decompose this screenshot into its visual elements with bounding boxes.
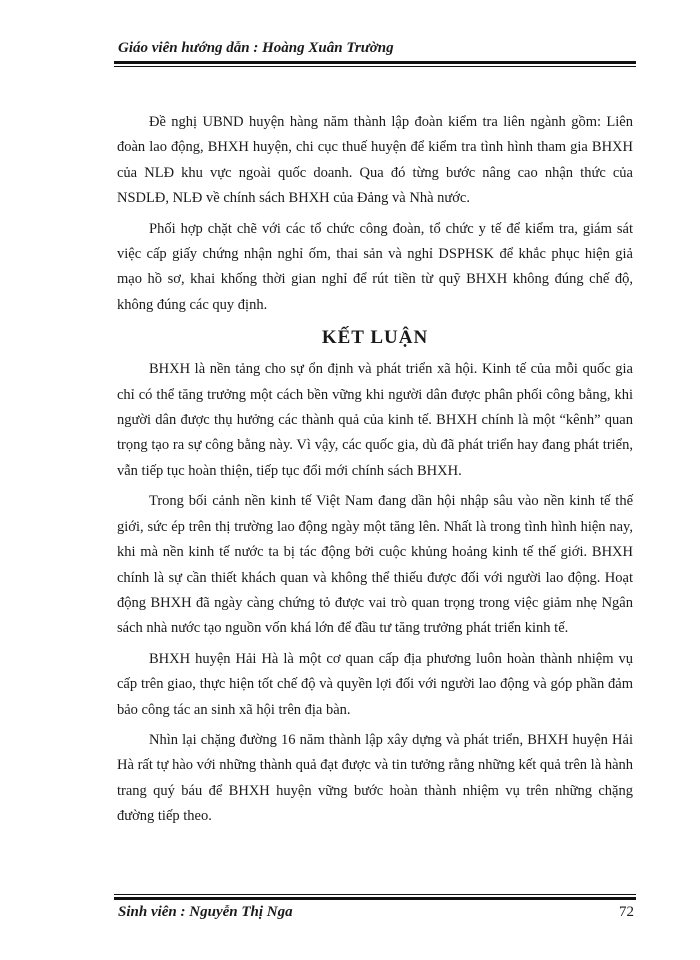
paragraph: Phối hợp chặt chẽ với các tổ chức công đoàn, tổ chức y tế để kiểm tra, giám sát việc cấp giấy chứng nhận nghỉ ốm, thai sản và nghỉ DSPHSK để khắc phục hiện giả mạo hồ sơ, khai khống thời gian nghỉ để rút tiền từ quỹ BHXH không đúng chế độ, không đúng các quy định.	[117, 220, 633, 313]
footer-rule-thin	[114, 894, 636, 895]
paragraph: Đề nghị UBND huyện hàng năm thành lập đoàn kiểm tra liên ngành gồm: Liên đoàn lao động, BHXH huyện, chi cục thuế huyện để kiểm tra tình hình tham gia BHXH của NLĐ khu vực ngoài quốc doanh. Qua đó từng bước nâng cao nhận thức của NSDLĐ, NLĐ về chính sách BHXH của Đảng và Nhà nước.	[117, 114, 633, 207]
section-heading: KẾT LUẬN	[321, 327, 429, 349]
header-rule-thin	[114, 66, 636, 67]
page-body	[117, 110, 633, 835]
header-rule-thick	[114, 61, 636, 64]
paragraph: Trong bối cảnh nền kinh tế Việt Nam đang dần hội nhập sâu vào nền kinh tế thế giới, sức ép trên thị trường lao động ngày một tăng lên. Nhất là trong tình hình hiện nay, khi mà nền kinh tế nước ta bị tác động bởi cuộc khủng hoảng kinh tế thế giới. BHXH chính là sự cần thiết khách quan và không thể thiếu được đối với người lao động. Hoạt động BHXH đã ngày càng chứng tỏ được vai trò quan trọng trong việc giảm nhẹ Ngân sách nhà nước tạo nguồn vốn khá lớn để đầu tư tăng trưởng phát triển kinh tế.	[117, 493, 633, 637]
paragraph: BHXH là nền tảng cho sự ổn định và phát triển xã hội. Kinh tế của mỗi quốc gia chỉ có thể tăng trưởng một cách bền vững khi người dân được phân phối công bằng, khi người dân được thụ hưởng các thành quả của kinh tế. BHXH chính là một “kênh” quan trọng tạo ra sự công bằng này. Vì vậy, các quốc gia, dù đã phát triển hay đang phát triển, vẫn tiếp tục hoàn thiện, tiếp tục đổi mới chính sách BHXH.	[117, 361, 633, 479]
page-number: 72	[619, 904, 634, 920]
footer-student-name: Sinh viên : Nguyễn Thị Nga	[118, 904, 293, 920]
footer-rule-thick	[114, 897, 636, 900]
running-header: Giáo viên hướng dẫn : Hoàng Xuân Trường	[118, 40, 394, 56]
paragraph: Nhìn lại chặng đường 16 năm thành lập xây dựng và phát triển, BHXH huyện Hải Hà rất tự hào với những thành quả đạt được và tin tưởng rằng những kết quả trên là hành trang quý báu để BHXH huyện vững bước hoàn thành nhiệm vụ trên những chặng đường tiếp theo.	[117, 731, 633, 825]
paragraph: BHXH huyện Hải Hà là một cơ quan cấp địa phương luôn hoàn thành nhiệm vụ cấp trên giao, thực hiện tốt chế độ và quyền lợi đối với người lao động và góp phần đảm bảo công tác an sinh xã hội trên địa bàn.	[117, 650, 633, 718]
